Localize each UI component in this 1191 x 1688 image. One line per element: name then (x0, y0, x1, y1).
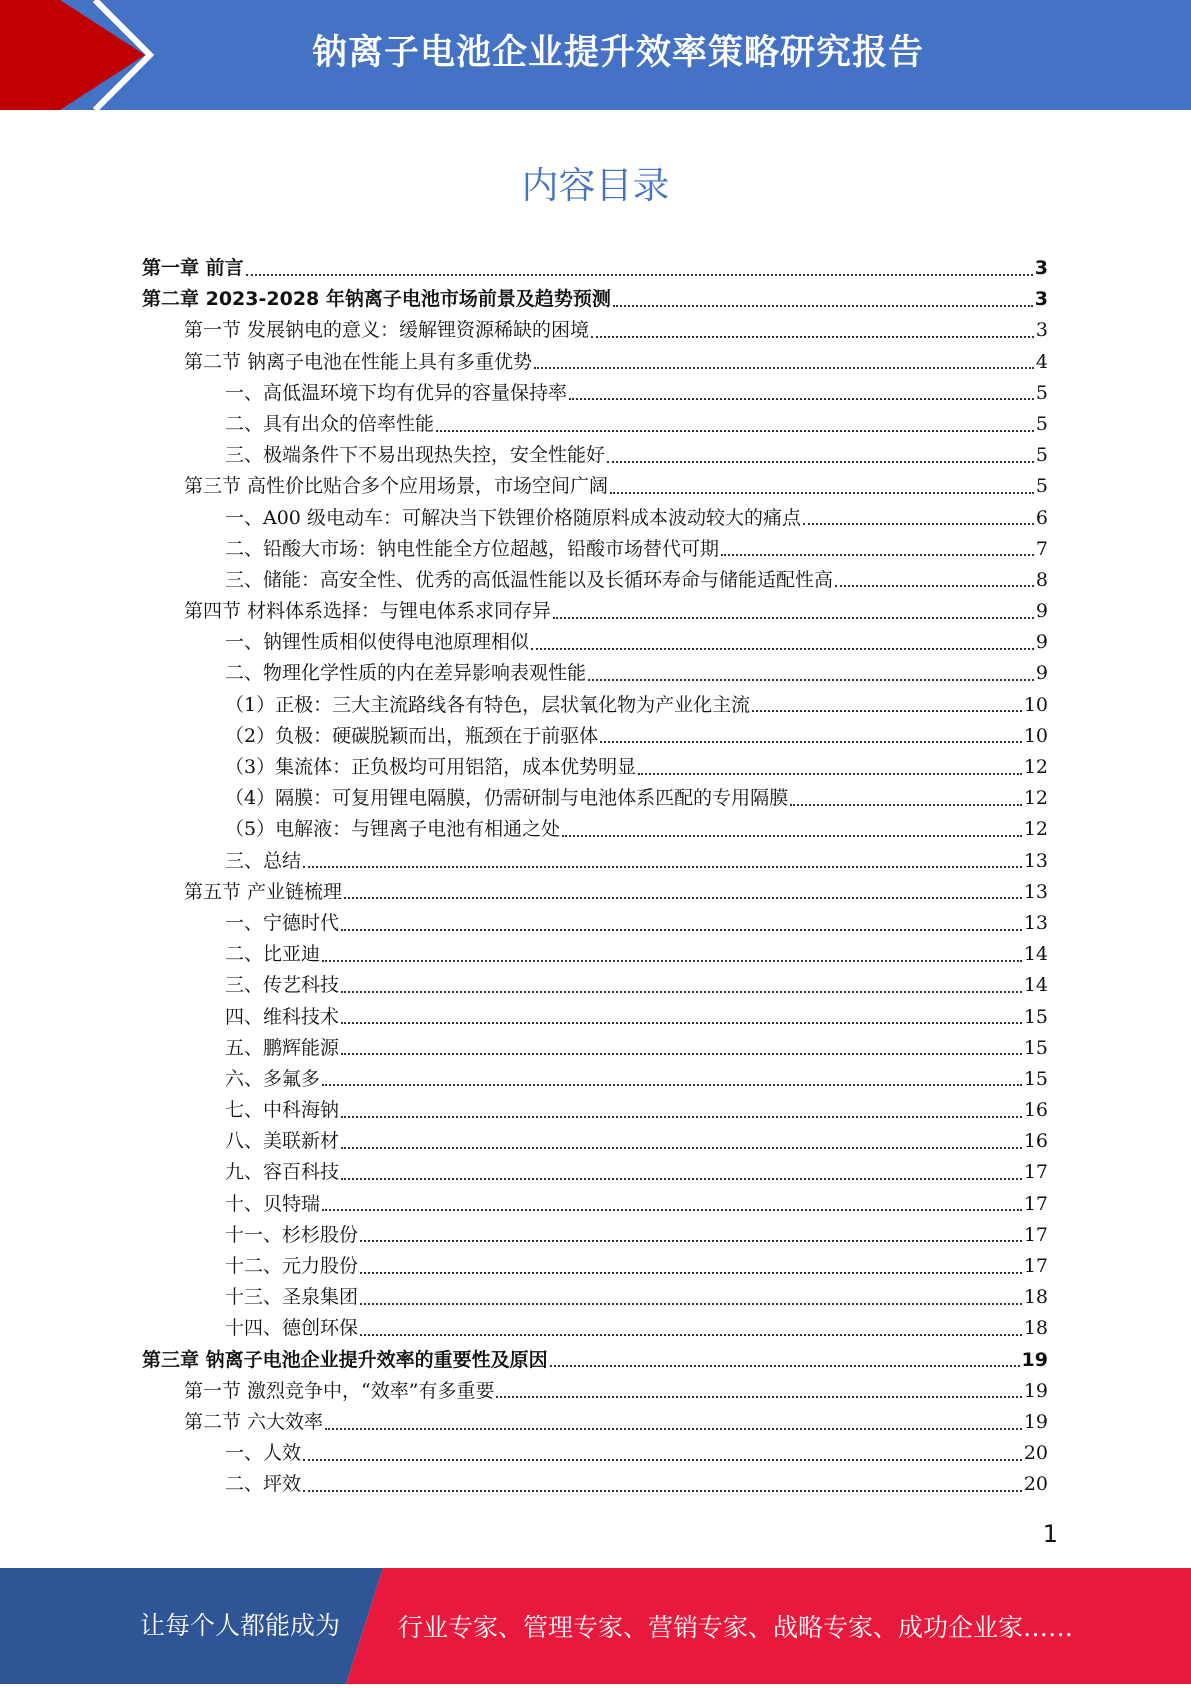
toc-entry[interactable] (142, 1376, 1048, 1407)
toc-entry-page: 16 (1023, 1099, 1048, 1122)
toc-entry-text: 二、比亚迪 (225, 943, 321, 966)
toc-entry-text: 三、极端条件下不易出现热失控，安全性能好 (225, 444, 606, 467)
toc-entry-page: 5 (1035, 412, 1048, 435)
toc-entry[interactable] (142, 846, 1048, 877)
toc-entry-page: 17 (1023, 1192, 1048, 1215)
toc-dot-leader (600, 741, 1022, 743)
toc-entry-page: 9 (1035, 631, 1048, 654)
toc-entry-text: 一、钠锂性质相似使得电池原理相似 (225, 631, 530, 654)
header-banner (0, 0, 1191, 110)
toc-dot-leader (553, 617, 1034, 619)
toc-dot-leader (613, 305, 1033, 307)
toc-entry-text: 十三、圣泉集团 (225, 1286, 359, 1309)
toc-dot-leader (610, 492, 1034, 494)
toc-entry[interactable] (142, 1438, 1048, 1469)
toc-entry-page: 14 (1023, 974, 1048, 997)
toc-dot-leader (360, 1334, 1022, 1336)
footer-slogan-left: 让每个人都能成为 (140, 1611, 341, 1640)
toc-entry[interactable] (142, 596, 1048, 627)
toc-entry[interactable] (142, 908, 1048, 939)
toc-entry-text: 十四、德创环保 (225, 1317, 359, 1340)
toc-entry-text: 二、坪效 (225, 1473, 302, 1496)
toc-entry[interactable] (142, 752, 1048, 783)
toc-dot-leader (607, 461, 1034, 463)
toc-dot-leader (303, 1459, 1022, 1461)
toc-dot-leader (588, 679, 1034, 681)
toc-entry[interactable] (142, 939, 1048, 970)
toc-dot-leader (436, 430, 1034, 432)
toc-entry-page: 3 (1034, 257, 1048, 279)
toc-dot-leader (721, 554, 1034, 556)
toc-entry-page: 13 (1023, 911, 1048, 934)
toc-dot-leader (569, 398, 1034, 400)
toc-dot-leader (341, 1178, 1022, 1180)
toc-entry[interactable] (142, 1407, 1048, 1438)
toc-entry[interactable] (142, 1282, 1048, 1313)
toc-entry-text: （1）正极：三大主流路线各有特色，层状氧化物为产业化主流 (225, 693, 751, 716)
toc-entry-page: 19 (1023, 1379, 1048, 1402)
toc-entry-text: 第二节 钠离子电池在性能上具有多重优势 (184, 350, 533, 373)
toc-dot-leader (752, 710, 1022, 712)
toc-dot-leader (550, 1365, 1020, 1367)
toc-title: 内容目录 (521, 164, 670, 207)
toc-entry[interactable] (142, 503, 1048, 534)
toc-entry-page: 9 (1035, 662, 1048, 685)
toc-entry[interactable] (142, 565, 1048, 596)
toc-dot-leader (360, 1272, 1022, 1274)
toc-entry[interactable] (142, 1002, 1048, 1033)
toc-entry[interactable] (142, 721, 1048, 752)
toc-entry-text: 第四节 材料体系选择：与锂电体系求同存异 (184, 600, 552, 623)
page-number: 1 (1042, 1520, 1058, 1548)
toc-entry[interactable] (142, 378, 1048, 409)
toc-entry-text: 第一节 激烈竞争中，“效率”有多重要 (184, 1379, 495, 1402)
toc-entry[interactable] (142, 409, 1048, 440)
toc-dot-leader (790, 804, 1022, 806)
toc-entry-page: 19 (1021, 1348, 1048, 1371)
toc-dot-leader (835, 585, 1034, 587)
toc-entry[interactable] (142, 1220, 1048, 1251)
toc-entry[interactable] (142, 1189, 1048, 1220)
toc-entry[interactable] (142, 471, 1048, 502)
toc-entry[interactable] (142, 1313, 1048, 1344)
toc-entry[interactable] (142, 877, 1048, 908)
toc-entry-page: 12 (1023, 756, 1048, 778)
toc-entry[interactable] (142, 1064, 1048, 1095)
toc-entry-text: 一、人效 (225, 1442, 302, 1465)
toc-entry-text: （5）电解液：与锂离子电池有相通之处 (225, 818, 561, 841)
toc-entry-text: 二、铅酸大市场：钠电性能全方位超越，铅酸市场替代可期 (225, 537, 720, 560)
toc-entry-page: 10 (1023, 693, 1048, 716)
toc-entry[interactable] (142, 783, 1048, 814)
toc-entry-text: （4）隔膜：可复用锂电隔膜，仍需研制与电池体系匹配的专用隔膜 (225, 787, 789, 810)
report-title: 钠离子电池企业提升效率策略研究报告 (311, 33, 924, 73)
toc-dot-leader (531, 648, 1034, 650)
toc-entry-text: 一、宁德时代 (225, 911, 340, 934)
toc-entry-text: 一、高低温环境下均有优异的容量保持率 (225, 381, 568, 404)
toc-entry[interactable] (142, 1251, 1048, 1282)
toc-entry-page: 5 (1035, 381, 1048, 404)
toc-entry[interactable] (142, 690, 1048, 721)
toc-entry-page: 7 (1035, 537, 1048, 560)
toc-entry-page: 6 (1035, 506, 1048, 529)
toc-entry-text: 三、储能：高安全性、优秀的高低温性能以及长循环寿命与储能适配性高 (225, 568, 834, 591)
toc-dot-leader (496, 1396, 1021, 1398)
toc-entry-page: 8 (1035, 568, 1048, 591)
toc-entry-page: 17 (1023, 1223, 1048, 1246)
toc-entry-text: 八、美联新材 (225, 1130, 340, 1153)
toc-dot-leader (534, 367, 1034, 369)
toc-entry-text: 六、多氟多 (225, 1067, 321, 1090)
toc-entry-text: 十二、元力股份 (225, 1255, 359, 1277)
toc-dot-leader (322, 960, 1022, 962)
toc-entry-page: 12 (1023, 787, 1048, 810)
toc-dot-leader (341, 1053, 1022, 1055)
toc-entry-text: 二、物理化学性质的内在差异影响表观性能 (225, 662, 587, 685)
toc-entry-page: 13 (1023, 849, 1048, 872)
toc-dot-leader (303, 1490, 1022, 1492)
toc-dot-leader (562, 835, 1022, 837)
toc-entry[interactable] (142, 1345, 1048, 1376)
toc-entry[interactable] (142, 1469, 1048, 1500)
toc-dot-leader (344, 897, 1022, 899)
toc-entry-page: 18 (1023, 1286, 1048, 1309)
toc-entry-text: 十、贝特瑞 (225, 1192, 321, 1215)
toc-entry-text: 第一章 前言 (142, 257, 244, 279)
toc-dot-leader (638, 773, 1022, 775)
toc-entry[interactable] (142, 814, 1048, 845)
toc-entry-text: 一、A00 级电动车：可解决当下铁锂价格随原料成本波动较大的痛点 (225, 506, 801, 529)
toc-entry-page: 13 (1023, 880, 1048, 903)
toc-dot-leader (303, 866, 1022, 868)
toc-entry-text: 九、容百科技 (225, 1161, 340, 1184)
toc-entry-text: 十一、杉杉股份 (225, 1223, 359, 1246)
toc-entry-page: 17 (1023, 1255, 1048, 1277)
toc-entry-page: 5 (1035, 444, 1048, 467)
footer-banner (0, 1568, 1191, 1684)
toc-dot-leader (341, 1022, 1022, 1024)
toc-entry-page: 10 (1023, 724, 1048, 747)
toc-entry[interactable] (142, 1157, 1048, 1188)
toc-dot-leader (591, 336, 1034, 338)
toc-entry[interactable] (142, 253, 1048, 284)
toc-dot-leader (341, 929, 1022, 931)
toc-entry[interactable] (142, 440, 1048, 471)
toc-entry[interactable] (142, 970, 1048, 1001)
toc-entry-page: 16 (1023, 1130, 1048, 1153)
toc-entry-text: （3）集流体：正负极均可用铝箔，成本优势明显 (225, 756, 637, 778)
toc-entry-page: 20 (1023, 1442, 1048, 1465)
toc-entry-text: 四、维科技术 (225, 1005, 340, 1028)
toc-entry-page: 17 (1023, 1161, 1048, 1184)
toc-entry-text: 第二章 2023-2028 年钠离子电池市场前景及趋势预测 (142, 288, 611, 311)
toc-entry-text: 第一节 发展钠电的意义：缓解锂资源稀缺的困境 (184, 319, 590, 342)
toc-entry-page: 18 (1023, 1317, 1048, 1340)
toc-dot-leader (341, 1116, 1022, 1118)
toc-dot-leader (360, 1303, 1022, 1305)
toc-entry-page: 5 (1035, 475, 1048, 498)
toc-entry[interactable] (142, 534, 1048, 565)
toc-entry-text: 第二节 六大效率 (184, 1410, 324, 1433)
toc-dot-leader (322, 1084, 1022, 1086)
toc-entry-page: 15 (1023, 1067, 1048, 1090)
toc-dot-leader (325, 1428, 1022, 1430)
toc-entry-text: 第五节 产业链梳理 (184, 880, 343, 903)
toc-entry-page: 15 (1023, 1036, 1048, 1059)
toc-entry-text: 三、传艺科技 (225, 974, 340, 997)
toc-entry-page: 3 (1034, 288, 1048, 311)
toc-entry-page: 4 (1035, 350, 1048, 373)
toc-entry-page: 14 (1023, 943, 1048, 966)
toc-dot-leader (341, 991, 1022, 993)
toc-entry-page: 3 (1035, 319, 1048, 342)
toc-entry-page: 20 (1023, 1473, 1048, 1496)
toc-entry[interactable] (142, 658, 1048, 689)
toc-dot-leader (341, 1147, 1022, 1149)
toc-entry-text: （2）负极：硬碳脱颖而出，瓶颈在于前驱体 (225, 724, 599, 747)
toc-entry[interactable] (142, 1126, 1048, 1157)
toc-dot-leader (246, 274, 1033, 276)
toc-entry[interactable] (142, 347, 1048, 378)
toc-entry-text: 三、总结 (225, 849, 302, 872)
footer-slogan-right: 行业专家、管理专家、营销专家、战略专家、成功企业家…… (398, 1613, 1074, 1642)
table-of-contents (142, 253, 1048, 1501)
toc-entry[interactable] (142, 315, 1048, 346)
toc-dot-leader (360, 1240, 1022, 1242)
toc-entry-page: 19 (1023, 1410, 1048, 1433)
toc-dot-leader (322, 1209, 1022, 1211)
toc-entry-text: 第三章 钠离子电池企业提升效率的重要性及原因 (142, 1348, 548, 1371)
toc-entry[interactable] (142, 1033, 1048, 1064)
toc-entry-page: 12 (1023, 818, 1048, 841)
toc-entry-page: 15 (1023, 1005, 1048, 1028)
toc-entry-text: 第三节 高性价比贴合多个应用场景，市场空间广阔 (184, 475, 609, 498)
toc-entry[interactable] (142, 627, 1048, 658)
toc-entry-page: 9 (1035, 600, 1048, 623)
toc-dot-leader (803, 523, 1034, 525)
toc-entry[interactable] (142, 284, 1048, 315)
toc-entry[interactable] (142, 1095, 1048, 1126)
toc-entry-text: 五、鹏辉能源 (225, 1036, 340, 1059)
toc-entry-text: 二、具有出众的倍率性能 (225, 412, 435, 435)
toc-entry-text: 七、中科海钠 (225, 1099, 340, 1122)
